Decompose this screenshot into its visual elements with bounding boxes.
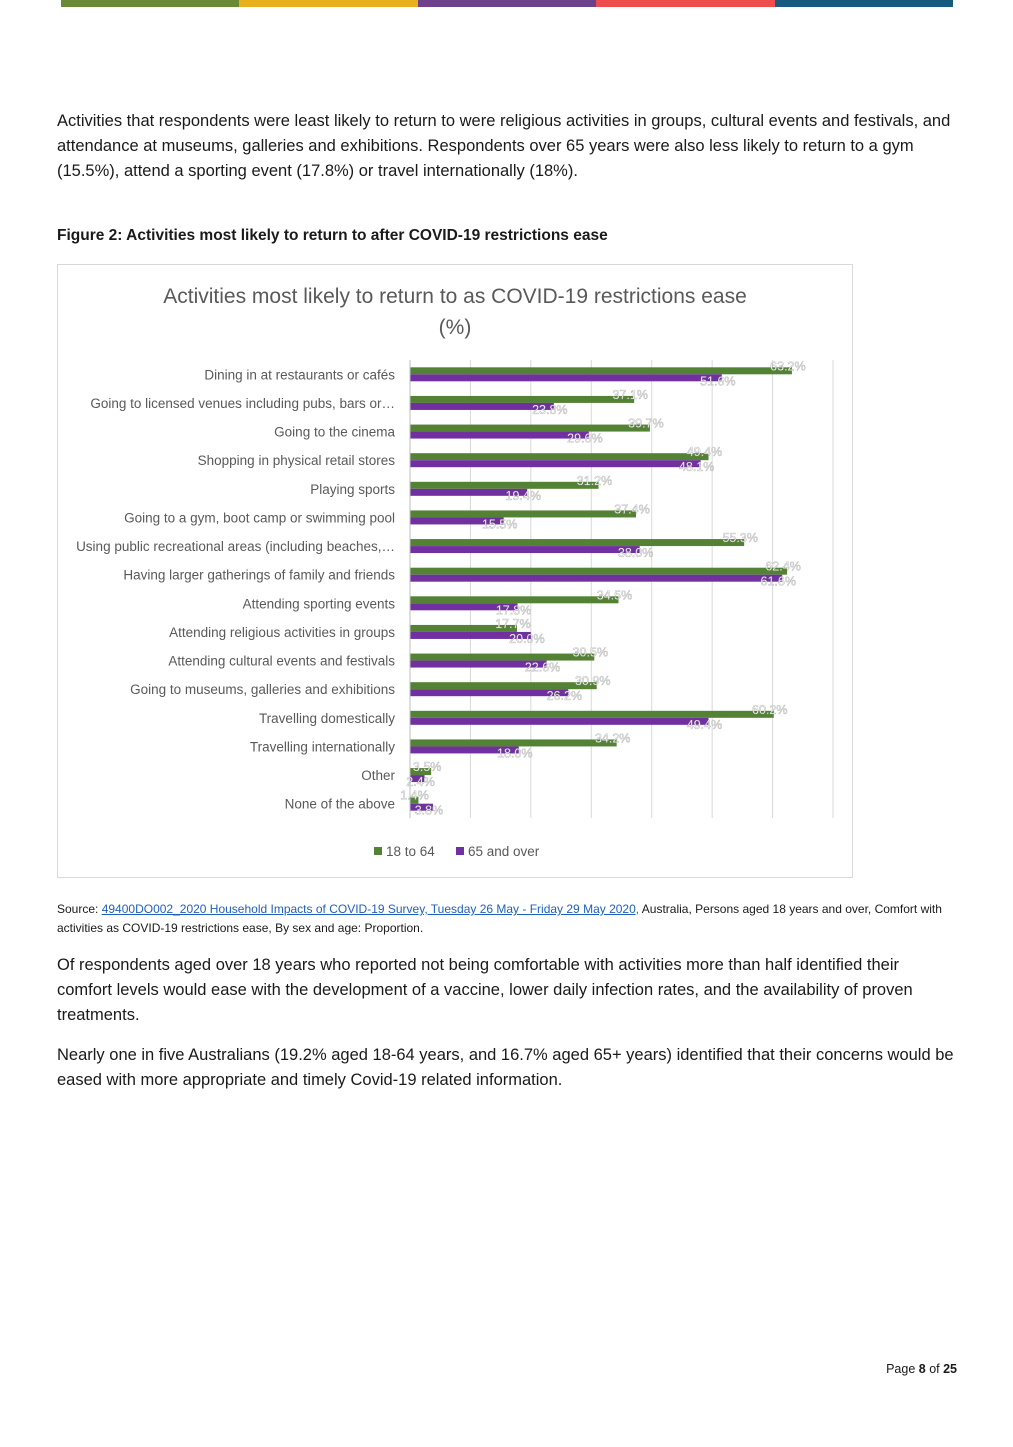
chart-title-line-2: (%) (438, 316, 472, 339)
data-label: 34.5% (596, 588, 633, 603)
header-bar-segment (596, 0, 774, 7)
source-note (57, 900, 957, 938)
data-label: 55.3% (722, 531, 758, 546)
page-number (886, 1362, 957, 1376)
data-label: 22.6% (524, 660, 561, 675)
bar (410, 596, 618, 603)
data-label: 19.4% (505, 488, 541, 503)
header-bar-segment (61, 0, 239, 7)
data-label: 34.2% (594, 731, 631, 746)
header-color-bar (61, 0, 953, 7)
data-label: 60.2% (752, 702, 788, 717)
category-label: Travelling domestically (258, 710, 395, 726)
header-bar-segment (239, 0, 417, 7)
bar (410, 682, 597, 689)
category-label: Attending cultural events and festivals (168, 653, 395, 669)
data-label: 2.4% (406, 775, 435, 790)
bar (410, 568, 787, 575)
category-label: Playing sports (310, 481, 395, 497)
bar (410, 425, 650, 432)
page-total: 25 (943, 1362, 957, 1376)
data-label: 51.6% (700, 374, 736, 389)
chart-title-line-1: Activities most likely to return to as COVID-19 restrictions ease (163, 285, 747, 308)
category-label: Dining in at restaurants or cafés (204, 367, 395, 383)
data-label: 37.1% (612, 387, 648, 402)
page-prefix: Page (886, 1362, 919, 1376)
bar (410, 689, 568, 696)
data-label: 18.0% (497, 746, 533, 761)
page-of: of (925, 1362, 944, 1376)
bar (410, 396, 634, 403)
data-label: 17.7% (495, 616, 531, 631)
data-label: 20.0% (509, 631, 545, 646)
data-label: 1.4% (400, 788, 429, 803)
page-current: 8 (918, 1362, 926, 1376)
bar (410, 374, 722, 381)
paragraph-comfort: Of respondents aged over 18 years who reported not being comfortable with activities more than half identified their comfort levels would ease with the development of a vaccine, lower daily infection rates, and the availability of proven treatments. (57, 956, 913, 1024)
bar (410, 711, 774, 718)
category-label: Attending sporting events (242, 596, 395, 612)
data-label: 49.4% (686, 445, 723, 460)
data-label: 31.2% (576, 473, 613, 488)
category-label: None of the above (284, 796, 395, 812)
data-label: 61.6% (760, 574, 796, 589)
data-label: 63.2% (770, 359, 806, 374)
data-label: 39.7% (628, 416, 664, 431)
bar (410, 460, 701, 467)
category-label: Having larger gatherings of family and friends (123, 567, 395, 583)
bar (410, 546, 640, 553)
data-label: 30.9% (574, 674, 611, 689)
bar (410, 739, 617, 746)
header-bar-segment (418, 0, 596, 7)
bar (410, 654, 594, 661)
data-label: 23.8% (532, 402, 568, 417)
bar (410, 575, 782, 582)
category-label: Shopping in physical retail stores (197, 453, 395, 469)
legend-label: 18 to 64 (386, 844, 435, 859)
bar (410, 718, 709, 725)
source-link[interactable]: 49400DO002_2020 Household Impacts of COVID-19 Survey, Tuesday 26 May - Friday 29 May 2020, (101, 902, 640, 916)
header-bar-segment (775, 0, 953, 7)
category-label: Travelling internationally (249, 739, 395, 755)
data-label: 3.5% (412, 760, 442, 775)
category-label: Going to a gym, boot camp or swimming pool (124, 510, 395, 526)
intro-paragraph: Activities that respondents were least likely to return to were religious activities in groups, cultural events and festivals, and attendance at museums, galleries and exhibitions. Respondents over 65 years were also less likely to return to a gym (15.5%), attend a sporting event (17.8%) or travel internationally (18%). (57, 112, 951, 180)
bar (410, 367, 792, 374)
data-label: 3.8% (414, 803, 444, 818)
bar (410, 482, 599, 489)
figure-caption: Figure 2: Activities most likely to return to after COVID-19 restrictions ease (57, 227, 608, 244)
data-label: 30.5% (572, 645, 609, 660)
data-label: 17.8% (495, 603, 532, 618)
paragraph-information: Nearly one in five Australians (19.2% aged 18-64 years, and 16.7% aged 65+ years) identified that their concerns would be eased with more appropriate and timely Covid-19 related information. (57, 1046, 954, 1089)
category-label: Using public recreational areas (including beaches,… (76, 539, 395, 555)
data-label: 62.4% (765, 559, 801, 574)
legend-swatch (374, 847, 382, 855)
category-label: Attending religious activities in groups (169, 624, 395, 640)
data-label: 29.6% (567, 431, 603, 446)
data-label: 49.4% (686, 717, 723, 732)
bar (410, 539, 744, 546)
chart-container (57, 264, 853, 878)
data-label: 37.4% (614, 502, 650, 517)
data-label: 26.2% (546, 689, 583, 704)
bar (410, 510, 636, 517)
category-label: Going to museums, galleries and exhibitions (130, 682, 395, 698)
data-label: 15.5% (481, 517, 518, 532)
source-suffix: Australia, Persons aged 18 years and over, Comfort with activities as COVID-19 restrictions ease, By sex and age: Proportion. (57, 902, 942, 935)
source-prefix: Source: (57, 902, 102, 916)
category-label: Going to licensed venues including pubs, bars or… (90, 395, 395, 411)
legend-swatch (456, 847, 464, 855)
data-label: 38.0% (617, 546, 654, 561)
legend-label: 65 and over (468, 844, 540, 859)
bar-chart (58, 265, 852, 877)
bar (410, 453, 709, 460)
category-label: Other (361, 768, 395, 784)
category-label: Going to the cinema (274, 424, 395, 440)
data-label: 48.1% (678, 460, 715, 475)
bar (410, 432, 589, 439)
